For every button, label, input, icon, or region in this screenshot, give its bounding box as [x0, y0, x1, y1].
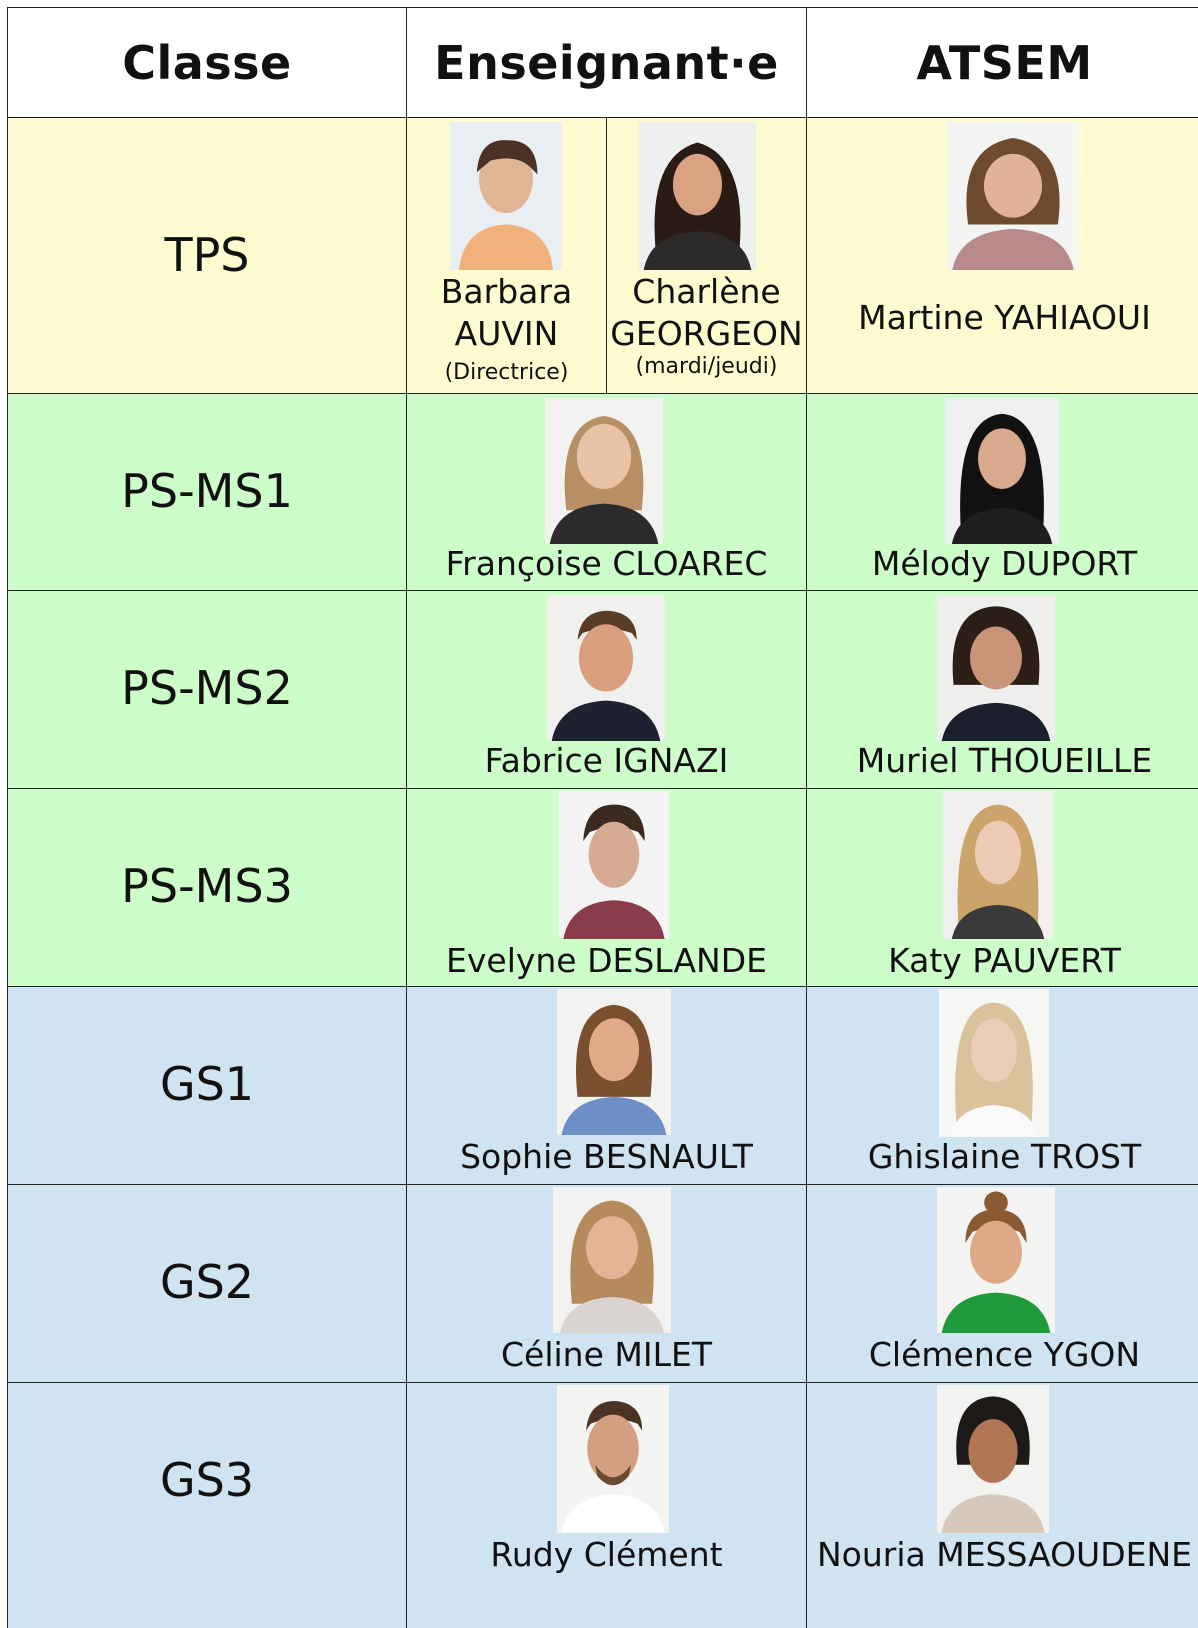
- class-cell: [7, 1383, 407, 1628]
- atsem-photo: [945, 398, 1059, 544]
- class-name: PS-MS3: [121, 859, 293, 913]
- table-row: [7, 591, 1198, 789]
- atsem-photo: [937, 1187, 1055, 1333]
- atsem-photo: [937, 1385, 1049, 1533]
- atsem-photo: [937, 595, 1055, 741]
- atsem-cell: [807, 987, 1198, 1184]
- teacher-last-name: GEORGEON: [610, 314, 803, 353]
- table-row: [7, 394, 1198, 591]
- table-header-row: [7, 7, 1198, 118]
- teacher-note: (mardi/jeudi): [635, 354, 778, 379]
- teacher-cell: [407, 118, 807, 393]
- atsem-cell: [807, 1383, 1198, 1628]
- class-cell: [7, 789, 407, 986]
- atsem-photo: [947, 122, 1079, 270]
- class-name: GS2: [159, 1255, 255, 1309]
- atsem-name: Clémence YGON: [868, 1335, 1141, 1374]
- atsem-cell: [807, 1185, 1198, 1382]
- class-cell: [7, 987, 407, 1184]
- atsem-name: Katy PAUVERT: [888, 941, 1121, 980]
- teacher-cell: [407, 591, 807, 788]
- atsem-name: Ghislaine TROST: [867, 1137, 1142, 1176]
- class-cell: [7, 394, 407, 590]
- teacher-first-name: Barbara: [440, 272, 573, 311]
- class-cell: [7, 591, 407, 788]
- teacher-photo: [553, 1187, 671, 1333]
- teacher-name: Céline MILET: [501, 1335, 712, 1374]
- atsem-name: Martine YAHIAOUI: [858, 298, 1151, 337]
- class-cell: [7, 118, 407, 393]
- atsem-cell: [807, 118, 1198, 393]
- teacher-name: Sophie BESNAULT: [460, 1137, 753, 1176]
- teacher-cell: [407, 1185, 807, 1382]
- atsem-cell: [807, 789, 1198, 986]
- teacher-photo: [559, 791, 669, 939]
- header-atsem: ATSEM: [916, 36, 1093, 90]
- teacher-photo: [545, 398, 663, 544]
- table-row: [7, 118, 1198, 394]
- atsem-photo: [939, 989, 1049, 1137]
- table-row: [7, 789, 1198, 987]
- teacher-photo: [557, 989, 671, 1135]
- atsem-photo: [943, 791, 1053, 939]
- header-atsem-cell: [807, 8, 1198, 117]
- atsem-name: Mélody DUPORT: [871, 544, 1138, 583]
- atsem-name: Muriel THOUEILLE: [856, 741, 1153, 780]
- teacher-note: (Directrice): [444, 360, 569, 385]
- atsem-cell: [807, 394, 1198, 590]
- teacher-name: Evelyne DESLANDE: [446, 941, 767, 980]
- teacher-cell: [407, 987, 807, 1184]
- class-name: GS1: [159, 1057, 255, 1111]
- class-name: PS-MS1: [121, 464, 293, 518]
- teacher-cell: [407, 789, 807, 986]
- teacher-name: Françoise CLOAREC: [445, 544, 768, 583]
- class-name: PS-MS2: [121, 661, 293, 715]
- teacher-cell: [407, 1383, 807, 1628]
- atsem-name: Nouria MESSAOUDENE: [817, 1535, 1192, 1574]
- header-classe-cell: [7, 8, 407, 117]
- teacher-photo: [547, 595, 665, 741]
- table-row: [7, 1185, 1198, 1383]
- table-row: [7, 987, 1198, 1185]
- teacher-last-name: AUVIN: [454, 314, 559, 353]
- class-name: TPS: [164, 228, 250, 282]
- class-cell: [7, 1185, 407, 1382]
- header-enseignant-cell: [407, 8, 807, 117]
- teacher-cell: [407, 394, 807, 590]
- teacher-name: Fabrice IGNAZI: [484, 741, 729, 780]
- header-enseignant: Enseignant·e: [434, 36, 779, 90]
- atsem-cell: [807, 591, 1198, 788]
- class-name: GS3: [159, 1453, 255, 1507]
- teacher-photo: [450, 122, 562, 270]
- teacher-photo: [639, 122, 756, 270]
- table-row: [7, 1383, 1198, 1628]
- teacher-first-name: Charlène: [632, 272, 781, 311]
- teacher-name: Rudy Clément: [490, 1535, 723, 1574]
- header-classe: Classe: [122, 36, 292, 90]
- teacher-photo: [557, 1385, 669, 1533]
